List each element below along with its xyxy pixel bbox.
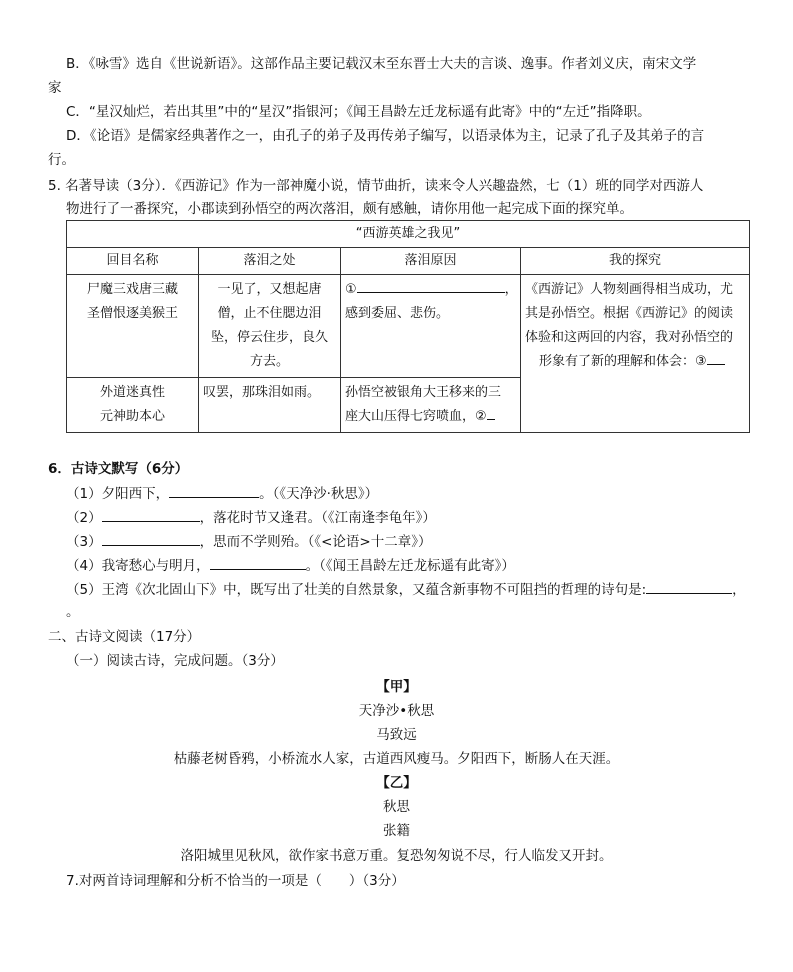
- poem2-title: 秋思: [383, 799, 410, 815]
- poem1-marker: 【甲】: [376, 679, 417, 695]
- poem2-marker: 【乙】: [376, 775, 417, 791]
- poem1-title: 天净沙•秋思: [358, 703, 435, 719]
- q5-intro-line1: 5. 名著导读（3分）．《西游记》作为一部神魔小说，情节曲折，读来令人兴趣盎然，七（1）班的同学对西游人: [48, 178, 704, 194]
- q7-question: 7.对两首诗词理解和分析不恰当的一项是（ ）（3分）: [66, 873, 405, 889]
- row1-chapter-name: 尸魔三戏唐三藏 圣僧恨逐美猴王: [67, 275, 199, 378]
- table-title: “西游英雄之我见”: [67, 221, 750, 248]
- my-exploration-cell: 《西游记》人物刻画得相当成功，尤 其是孙悟空。根据《西游记》的阅读 体验和这两回的内容，我对孙悟空的 形象有了新的理解和体会：③: [521, 275, 750, 433]
- row2-chapter-name: 外道迷真性 元神助本心: [67, 378, 199, 433]
- section2-title: 二、古诗文阅读（17分）: [48, 629, 201, 645]
- exploration-table: [66, 220, 750, 433]
- q4-option-b-line1: B．《咏雪》选自《世说新语》。这部作品主要记载汉末至东晋士大夫的言谈、逸事。作者刘义庆，南宋文学: [66, 56, 697, 72]
- header-tear-place: 落泪之处: [199, 248, 341, 275]
- poem2-text: 洛阳城里见秋风，欲作家书意万重。复恐匆匆说不尽，行人临发又开封。: [180, 848, 613, 864]
- q4-option-d-line2: 行。: [48, 152, 75, 168]
- q6-blank-5[interactable]: [646, 579, 732, 594]
- q6-blank-3[interactable]: [102, 531, 200, 546]
- q6-blank-4[interactable]: [210, 555, 306, 570]
- row2-tear-reason: 孙悟空被银角大王移来的三 座大山压得七窍喷血，②: [341, 378, 521, 433]
- q6-item-3: （3） ，思而不学则殆。（《<论语>十二章》）: [66, 531, 431, 552]
- q4-option-c: C．“星汉灿烂，若出其里”中的“星汉”指银河；《闻王昌龄左迁龙标遥有此寄》中的“左迁”指降职。: [66, 104, 651, 120]
- section2-sub1: （一）阅读古诗，完成问题。（3分）: [66, 653, 284, 669]
- q6-item-2: （2） ，落花时节又逢君。（《江南逢李龟年》）: [66, 507, 436, 528]
- answer-blank-2[interactable]: [487, 405, 495, 420]
- q6-item-5: （5）王湾《次北固山下》中，既写出了壮美的自然景象，又蕴含新事物不可阻挡的哲理的诗句是: ，: [66, 579, 746, 600]
- table-header-row: [67, 248, 750, 275]
- table-row: [67, 275, 750, 378]
- q5-intro-line2: 物进行了一番探究，小郡读到孙悟空的两次落泪，颇有感触，请你用他一起完成下面的探究单。: [66, 201, 633, 217]
- poem1-author: 马致远: [376, 727, 417, 743]
- header-tear-reason: 落泪原因: [341, 248, 521, 275]
- header-my-exploration: 我的探究: [521, 248, 750, 275]
- q6-item-5-end: 。: [66, 604, 80, 620]
- q6-item-1: （1）夕阳西下， 。（《天净沙·秋思》）: [66, 483, 378, 504]
- table-title-row: [67, 221, 750, 248]
- row1-tear-reason: ① ， 感到委屈、悲伤。: [341, 275, 521, 378]
- q6-blank-1[interactable]: [169, 483, 259, 498]
- header-chapter-name: 回目名称: [67, 248, 199, 275]
- row1-tear-place: 一见了，又想起唐 僧，止不住腮边泪 坠，停云住步，良久 方去。: [199, 275, 341, 378]
- answer-blank-3[interactable]: [707, 350, 725, 365]
- q6-item-4: （4）我寄愁心与明月， 。（《闻王昌龄左迁龙标遥有此寄》）: [66, 555, 515, 576]
- blank-number-1: ①: [345, 282, 357, 297]
- q4-option-d-line1: D．《论语》是儒家经典著作之一，由孔子的弟子及再传弟子编写，以语录体为主，记录了孔子及其弟子的言: [66, 128, 705, 144]
- poem2-author: 张籍: [383, 823, 410, 839]
- q6-blank-2[interactable]: [102, 507, 200, 522]
- poem1-text: 枯藤老树昏鸦，小桥流水人家，古道西风瘦马。夕阳西下，断肠人在天涯。: [173, 751, 620, 767]
- answer-blank-1[interactable]: [357, 278, 505, 293]
- row2-tear-place: 叹罢，那珠泪如雨。: [199, 378, 341, 433]
- q6-title: 6．古诗文默写（6分）: [48, 461, 189, 477]
- q4-option-b-line2: 家: [48, 80, 62, 96]
